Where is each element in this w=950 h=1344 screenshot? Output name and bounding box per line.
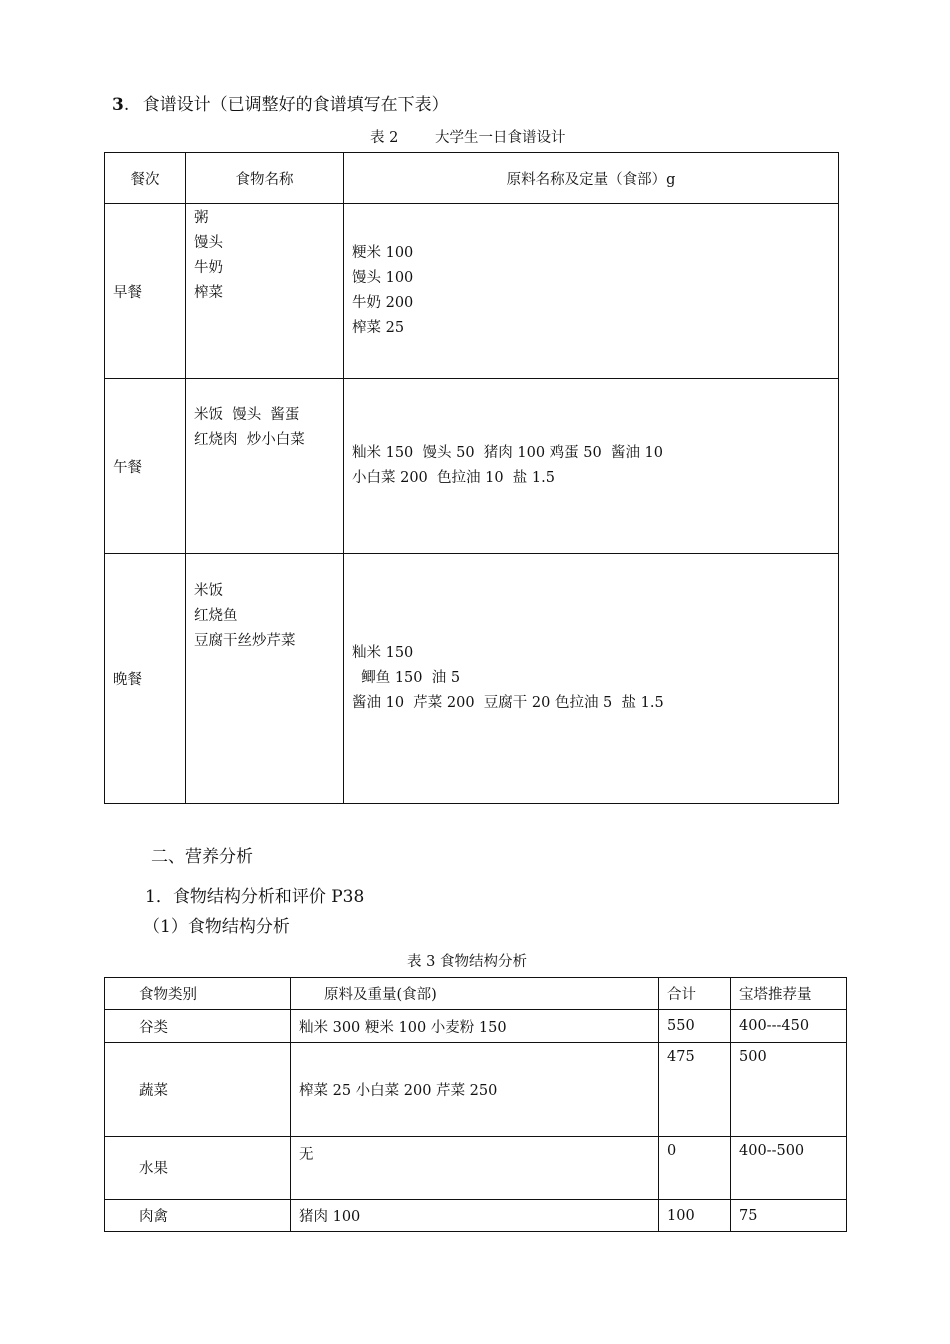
ingredient-list: 籼米 150 馒头 50 猪肉 100 鸡蛋 50 酱油 10 小白菜 200 色拉油 10 盐 1.5 bbox=[352, 445, 664, 486]
category-cell: 谷类 bbox=[105, 1010, 291, 1043]
table-row bbox=[105, 204, 839, 379]
food-names: 米饭 馒头 酱蛋 红烧肉 炒小白菜 bbox=[194, 407, 305, 448]
category-cell: 蔬菜 bbox=[105, 1043, 291, 1137]
subsection-subtitle: （1）食物结构分析 bbox=[143, 917, 290, 937]
ingredients-cell bbox=[344, 379, 839, 554]
total-cell: 475 bbox=[659, 1043, 731, 1137]
subsection-title: 1．食物结构分析和评价 P38 bbox=[145, 887, 365, 907]
total-cell: 100 bbox=[659, 1200, 731, 1232]
recommended-cell: 500 bbox=[731, 1043, 847, 1137]
table-row bbox=[105, 1010, 847, 1043]
table-row bbox=[105, 379, 839, 554]
food-names: 粥 馒头 牛奶 榨菜 bbox=[194, 210, 223, 301]
table-row bbox=[105, 1043, 847, 1137]
ingredients-cell: 籼米 300 粳米 100 小麦粉 150 bbox=[291, 1010, 659, 1043]
section-title: 食谱设计（已调整好的食谱填写在下表） bbox=[142, 95, 449, 115]
recommended-cell: 400--500 bbox=[731, 1137, 847, 1200]
header-meal: 餐次 bbox=[105, 153, 186, 204]
table-row bbox=[105, 1200, 847, 1232]
header-ingredients: 原料及重量(食部) bbox=[291, 978, 659, 1010]
recommended-cell: 75 bbox=[731, 1200, 847, 1232]
recommended-cell: 400---450 bbox=[731, 1010, 847, 1043]
ingredients-cell: 猪肉 100 bbox=[291, 1200, 659, 1232]
meal-label: 早餐 bbox=[105, 204, 186, 379]
ingredients-cell bbox=[344, 554, 839, 804]
table-row bbox=[105, 554, 839, 804]
table2-caption-title: 大学生一日食谱设计 bbox=[434, 130, 566, 146]
food-names-cell bbox=[186, 204, 344, 379]
table-header-row bbox=[105, 978, 847, 1010]
food-names: 米饭 红烧鱼 豆腐干丝炒芹菜 bbox=[194, 583, 296, 649]
table2-caption-label: 表 2 bbox=[370, 130, 399, 146]
ingredient-list: 粳米 100 馒头 100 牛奶 200 榨菜 25 bbox=[352, 245, 414, 336]
table2-caption bbox=[370, 126, 565, 147]
part2-title: 二、营养分析 bbox=[151, 847, 253, 867]
meal-plan-table bbox=[104, 152, 839, 804]
ingredients-cell: 榨菜 25 小白菜 200 芹菜 250 bbox=[291, 1043, 659, 1137]
ingredients-cell: 无 bbox=[291, 1137, 659, 1200]
table3-caption: 表 3 食物结构分析 bbox=[407, 954, 527, 970]
meal-label: 午餐 bbox=[105, 379, 186, 554]
total-cell: 550 bbox=[659, 1010, 731, 1043]
category-cell: 肉禽 bbox=[105, 1200, 291, 1232]
section-heading bbox=[112, 90, 449, 115]
meal-label: 晚餐 bbox=[105, 554, 186, 804]
food-structure-table bbox=[104, 977, 847, 1232]
table-row bbox=[105, 1137, 847, 1200]
header-category: 食物类别 bbox=[105, 978, 291, 1010]
category-cell: 水果 bbox=[105, 1137, 291, 1200]
total-cell: 0 bbox=[659, 1137, 731, 1200]
section-number: 3 bbox=[112, 95, 124, 115]
food-names-cell bbox=[186, 379, 344, 554]
food-names-cell bbox=[186, 554, 344, 804]
header-ingredients: 原料名称及定量（食部）g bbox=[344, 153, 839, 204]
section-separator: . bbox=[123, 95, 130, 115]
header-recommended: 宝塔推荐量 bbox=[731, 978, 847, 1010]
header-total: 合计 bbox=[659, 978, 731, 1010]
table-header-row bbox=[105, 153, 839, 204]
header-food-name: 食物名称 bbox=[186, 153, 344, 204]
ingredient-list: 籼米 150 鲫鱼 150 油 5 酱油 10 芹菜 200 豆腐干 20 色拉油 5 盐 1.5 bbox=[352, 645, 664, 711]
ingredients-cell bbox=[344, 204, 839, 379]
